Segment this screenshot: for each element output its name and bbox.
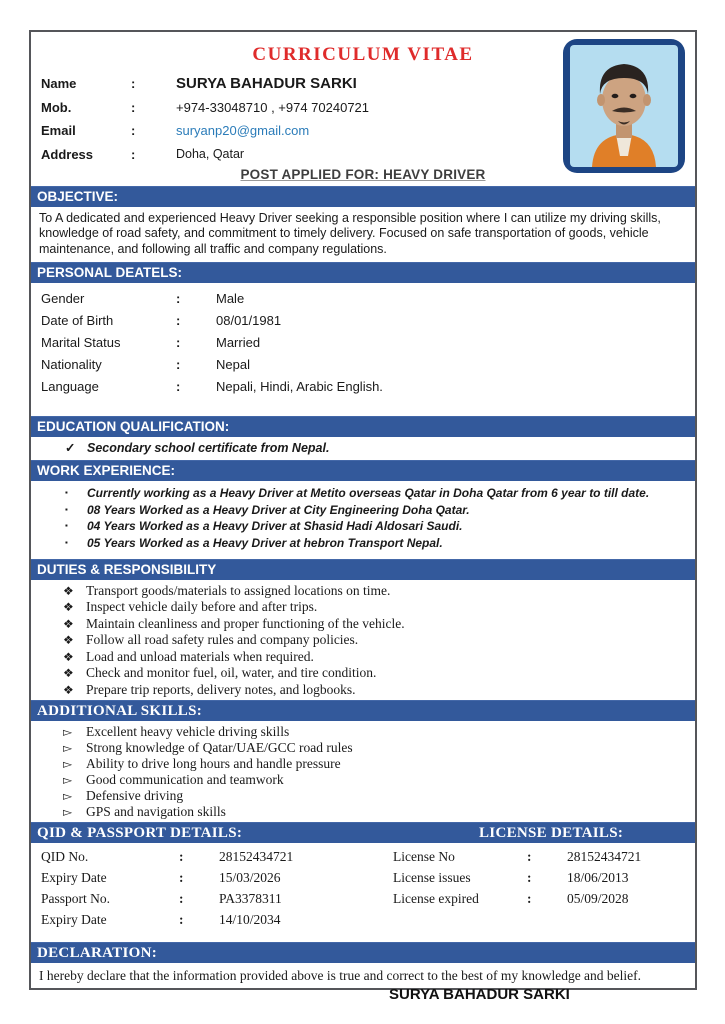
license-value: 28152434721 — [567, 849, 642, 865]
section-heading-declaration: DECLARATION: — [31, 942, 695, 963]
colon-separator: : — [176, 313, 181, 329]
skill-item-text: Good communication and teamwork — [86, 771, 284, 787]
duty-item — [63, 649, 695, 665]
square-bullet-icon: ▪ — [65, 487, 68, 497]
detail-label: Nationality — [41, 357, 102, 373]
signature-name: SURYA BAHADUR SARKI — [389, 985, 570, 1003]
duty-item — [63, 583, 695, 599]
colon-separator: : — [179, 891, 184, 907]
skill-item — [63, 788, 695, 804]
colon-separator: : — [131, 146, 136, 162]
work-experience-item-text: 04 Years Worked as a Heavy Driver at Shasid Hadi Aldosari Saudi. — [87, 519, 463, 534]
declaration-text: I hereby declare that the information provided above is true and correct to the best of my knowledge and belief. — [39, 967, 642, 983]
applicant-photo — [562, 38, 686, 174]
qid-passport-heading: QID & PASSPORT DETAILS: — [37, 824, 243, 841]
id-value: 28152434721 — [219, 849, 294, 865]
personal-detail-row — [41, 288, 695, 310]
colon-separator: : — [176, 291, 181, 307]
work-experience-item-text: 05 Years Worked as a Heavy Driver at hebron Transport Nepal. — [87, 536, 443, 551]
square-bullet-icon: ▪ — [65, 538, 68, 548]
square-bullet-icon: ▪ — [65, 504, 68, 514]
id-label: Expiry Date — [41, 912, 107, 928]
education-item — [65, 440, 695, 457]
section-heading-ids — [31, 822, 695, 843]
email-link[interactable]: suryanp20@gmail.com — [176, 123, 310, 139]
duties-list — [63, 583, 695, 698]
work-experience-item — [65, 535, 695, 552]
arrow-bullet-icon: ▻ — [63, 740, 73, 755]
diamond-bullet-icon: ❖ — [63, 616, 74, 631]
id-label: Passport No. — [41, 891, 111, 907]
id-details-block — [41, 847, 695, 942]
objective-text: To A dedicated and experienced Heavy Driver seeking a responsible position where I can utilize my driving skills, knowledge of road safety, and commitment to timely delivery. Focused on safe transportation of goods, vehicle maintenance, and following all traffic and company regulations. — [39, 211, 661, 256]
detail-label: Marital Status — [41, 335, 121, 351]
license-heading: LICENSE DETAILS: — [479, 824, 624, 841]
detail-value: 08/01/1981 — [216, 313, 282, 329]
skills-list — [63, 724, 695, 820]
duty-item — [63, 682, 695, 698]
detail-label: Date of Birth — [41, 313, 114, 329]
license-value: 05/09/2028 — [567, 891, 629, 907]
colon-separator: : — [527, 891, 532, 907]
arrow-bullet-icon: ▻ — [63, 756, 73, 771]
work-experience-list — [65, 485, 695, 552]
detail-label: Language — [41, 379, 99, 395]
mobile-label: Mob. — [41, 99, 72, 115]
detail-value: Nepali, Hindi, Arabic English. — [216, 379, 383, 395]
duty-item-text: Inspect vehicle daily before and after trips. — [86, 599, 318, 615]
detail-label: Gender — [41, 291, 85, 307]
license-rows — [393, 847, 641, 910]
license-label: License expired — [393, 891, 479, 907]
section-heading-personal-details: PERSONAL DEATELS: — [31, 262, 695, 283]
work-experience-item-text: Currently working as a Heavy Driver at Metito overseas Qatar in Doha Qatar from 6 year to till date. — [87, 485, 650, 500]
address-label: Address — [41, 146, 94, 162]
skill-item — [63, 772, 695, 788]
colon-separator: : — [179, 870, 184, 886]
duty-item-text: Load and unload materials when required. — [86, 648, 314, 664]
detail-value: Nepal — [216, 357, 250, 373]
license-value: 18/06/2013 — [567, 870, 629, 886]
colon-separator: : — [176, 357, 181, 373]
skill-item-text: GPS and navigation skills — [86, 803, 226, 819]
page-title: CURRICULUM VITAE — [252, 44, 474, 65]
section-heading-work-experience: WORK EXPERIENCE: — [31, 460, 695, 481]
diamond-bullet-icon: ❖ — [63, 649, 74, 664]
duty-item — [63, 616, 695, 632]
duty-item — [63, 632, 695, 648]
skill-item-text: Excellent heavy vehicle driving skills — [86, 723, 290, 739]
skill-item — [63, 724, 695, 740]
colon-separator: : — [527, 870, 532, 886]
license-label: License No — [393, 849, 455, 865]
applicant-photo-graphic — [562, 38, 686, 174]
duty-item-text: Prepare trip reports, delivery notes, and logbooks. — [86, 681, 356, 697]
colon-separator: : — [179, 849, 184, 865]
email-label: Email — [41, 123, 76, 139]
detail-value: Male — [216, 291, 245, 307]
duty-item-text: Check and monitor fuel, oil, water, and tire condition. — [86, 665, 377, 681]
arrow-bullet-icon: ▻ — [63, 724, 73, 739]
section-heading-duties: DUTIES & RESPONSIBILITY — [31, 559, 695, 580]
skill-item — [63, 804, 695, 820]
colon-separator: : — [179, 912, 184, 928]
arrow-bullet-icon: ▻ — [63, 804, 73, 819]
diamond-bullet-icon: ❖ — [63, 584, 74, 599]
license-label: License issues — [393, 870, 471, 886]
check-bullet-icon: ✓ — [65, 440, 76, 455]
skill-item — [63, 756, 695, 772]
education-list — [65, 440, 695, 457]
section-heading-objective: OBJECTIVE: — [31, 186, 695, 207]
name-label: Name — [41, 76, 77, 92]
personal-details-list — [41, 288, 695, 398]
skill-item-text: Strong knowledge of Qatar/UAE/GCC road rules — [86, 739, 353, 755]
section-heading-education: EDUCATION QUALIFICATION: — [31, 416, 695, 437]
id-label: Expiry Date — [41, 870, 107, 886]
colon-separator: : — [131, 123, 136, 139]
license-detail-row — [393, 847, 641, 868]
duty-item — [63, 599, 695, 615]
duty-item — [63, 665, 695, 681]
name-value: SURYA BAHADUR SARKI — [176, 75, 357, 93]
mobile-value: +974-33048710 , +974 70240721 — [176, 99, 370, 115]
work-experience-item — [65, 518, 695, 535]
work-experience-item — [65, 502, 695, 519]
cv-page — [29, 30, 697, 1003]
arrow-bullet-icon: ▻ — [63, 772, 73, 787]
square-bullet-icon: ▪ — [65, 521, 68, 531]
skill-item-text: Defensive driving — [86, 787, 184, 803]
duty-item-text: Transport goods/materials to assigned locations on time. — [86, 583, 391, 599]
colon-separator: : — [527, 849, 532, 865]
section-heading-additional-skills: ADDITIONAL SKILLS: — [31, 700, 695, 721]
work-experience-item-text: 08 Years Worked as a Heavy Driver at City Engineering Doha Qatar. — [87, 502, 470, 517]
colon-separator: : — [131, 99, 136, 115]
id-value: 14/10/2034 — [219, 912, 281, 928]
personal-detail-row — [41, 376, 695, 398]
id-value: 15/03/2026 — [219, 870, 281, 886]
detail-value: Married — [216, 335, 261, 351]
skill-item-text: Ability to drive long hours and handle pressure — [86, 755, 341, 771]
declaration-block — [31, 963, 695, 1003]
personal-detail-row — [41, 354, 695, 376]
diamond-bullet-icon: ❖ — [63, 633, 74, 648]
skill-item — [63, 740, 695, 756]
education-item-text: Secondary school certificate from Nepal. — [87, 440, 330, 455]
personal-detail-row — [41, 332, 695, 354]
diamond-bullet-icon: ❖ — [63, 666, 74, 681]
colon-separator: : — [176, 335, 181, 351]
personal-detail-row — [41, 310, 695, 332]
license-detail-row — [393, 889, 641, 910]
duty-item-text: Follow all road safety rules and company policies. — [86, 632, 359, 648]
id-label: QID No. — [41, 849, 89, 865]
id-value: PA3378311 — [219, 891, 282, 907]
duty-item-text: Maintain cleanliness and proper functioning of the vehicle. — [86, 615, 405, 631]
address-value: Doha, Qatar — [176, 147, 245, 162]
post-applied-line: POST APPLIED FOR: HEAVY DRIVER — [240, 167, 486, 182]
colon-separator: : — [131, 76, 136, 92]
arrow-bullet-icon: ▻ — [63, 788, 73, 803]
work-experience-item — [65, 485, 695, 502]
diamond-bullet-icon: ❖ — [63, 600, 74, 615]
colon-separator: : — [176, 379, 181, 395]
diamond-bullet-icon: ❖ — [63, 682, 74, 697]
id-detail-row — [41, 910, 695, 931]
license-detail-row — [393, 868, 641, 889]
